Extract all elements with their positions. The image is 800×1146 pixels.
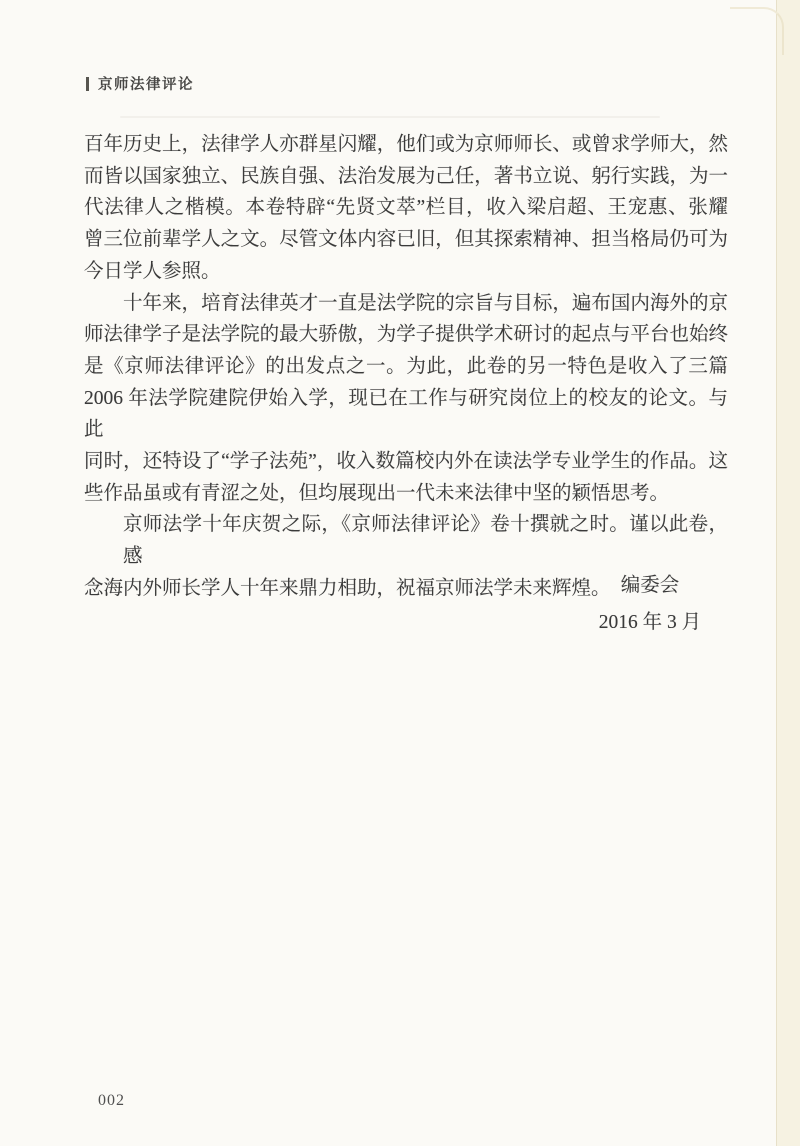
signature-block <box>520 567 780 641</box>
header-title: 京师法律评论 <box>98 77 194 93</box>
scan-corner-line <box>730 7 784 55</box>
body-text <box>84 129 728 605</box>
text-line: 些作品虽或有青涩之处，但均展现出一代未来法律中坚的颖悟思考。 <box>84 482 670 504</box>
signature-date: 2016 年 3 月 <box>598 612 702 633</box>
scan-edge-strip <box>776 0 800 1146</box>
text-line: 师法律学子是法学院的最大骄傲，为学子提供学术研讨的起点与平台也始终 <box>84 324 728 346</box>
signature-name: 编委会 <box>620 575 680 596</box>
scan-smudge <box>120 116 660 118</box>
text-line: 而皆以国家独立、民族自强、法治发展为己任，著书立说、躬行实践，为一 <box>84 165 728 187</box>
text-line: 代法律人之楷模。本卷特辟“先贤文萃”栏目，收入梁启超、王宠惠、张耀 <box>84 197 728 219</box>
text-line: 2006 年法学院建院伊始入学，现已在工作与研究岗位上的校友的论文。与此 <box>84 387 728 441</box>
text-line: 念海内外师长学人十年来鼎力相助，祝福京师法学未来辉煌。 <box>84 577 611 599</box>
text-line: 京师法学十年庆贺之际，《京师法律评论》卷十撰就之时。谨以此卷，感 <box>123 514 728 568</box>
text-line: 同时，还特设了“学子法苑”，收入数篇校内外在读法学专业学生的作品。这 <box>84 451 728 473</box>
text-line: 百年历史上，法律学人亦群星闪耀，他们或为京师师长、或曾求学师大，然 <box>84 134 728 155</box>
text-line: 曾三位前辈学人之文。尽管文体内容已旧，但其探索精神、担当格局仍可为 <box>84 229 728 251</box>
page-number: 002 <box>98 1092 125 1109</box>
text-line: 十年来，培育法律英才一直是法学院的宗旨与目标，遍布国内海外的京 <box>123 292 728 314</box>
running-header <box>86 73 194 94</box>
text-line: 今日学人参照。 <box>84 260 221 282</box>
header-bar-icon <box>86 77 89 91</box>
text-line: 是《京师法律评论》的出发点之一。为此，此卷的另一特色是收入了三篇 <box>84 355 728 377</box>
